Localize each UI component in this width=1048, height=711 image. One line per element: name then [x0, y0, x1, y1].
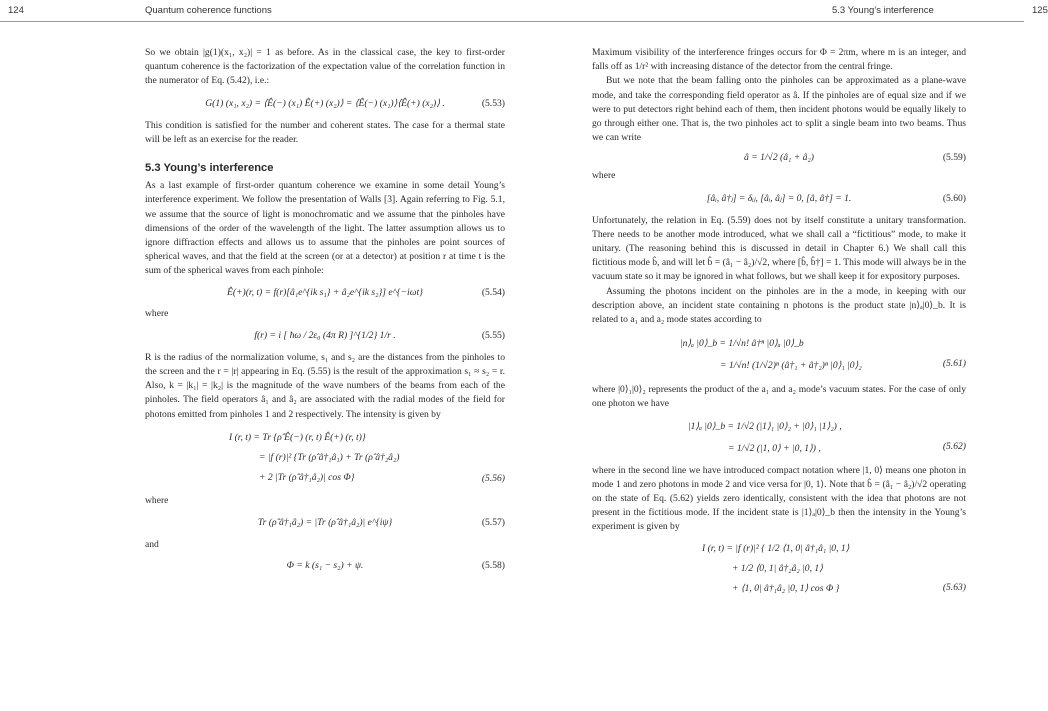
- paragraph: R is the radius of the normalization volume, s₁ and s₂ are the distances from the pinholes to the screen and the r = |r| appearing in Eq. (5.55) is the result of the approximation s₁ ≈ s₂ = r. Also, k = |k₁| = |k₂| is the magnitude of the wave numbers of the beams from each of the pinholes. The field operators â₁ and â₂ are associated with the radial modes of the field for photons emitted from pinholes 1 and 2 respectively. The intensity is given by: [145, 351, 505, 420]
- equation-line: I (r, t) = Tr {ρ̂ Ê(−) (r, t) Ê(+) (r, t)}: [229, 431, 366, 443]
- equation-body: G(1) (x₁, x₂) = ⟨Ê(−) (x₁) Ê(+) (x₂)⟩ = ⟨Ê(−) (x₁)⟩⟨Ê(+) (x₂)⟩ .: [205, 97, 445, 109]
- paragraph: where |0⟩₁|0⟩₂ represents the product of the a₁ and a₂ mode’s vacuum states. For the case of only one photon we have: [592, 384, 966, 410]
- equation-body: [âᵢ, â†ⱼ] = δᵢⱼ, [âᵢ, âⱼ] = 0, [â, â†] = 1.: [706, 192, 852, 204]
- equation-number: (5.58): [481, 560, 505, 572]
- equation-5-62: [592, 416, 966, 460]
- equation-number: (5.55): [481, 329, 505, 341]
- equation-number: (5.53): [481, 97, 505, 109]
- equation-5-61: [592, 333, 966, 379]
- right-column: [592, 46, 966, 599]
- equation-number: (5.60): [942, 192, 966, 204]
- right-page: [512, 0, 1048, 711]
- header-rule: [512, 21, 1024, 22]
- where-label: where: [145, 307, 169, 319]
- equation-5-63: [592, 539, 966, 599]
- equation-line: |1⟩ₐ |0⟩_b = 1/√2 (|1⟩₁ |0⟩₂ + |0⟩₁ |1⟩₂) ,: [688, 420, 842, 432]
- equation-line: = 1/√n! (1/√2)ⁿ (â†₁ + â†₂)ⁿ |0⟩₁ |0⟩₂: [720, 360, 862, 372]
- page-number: 124: [8, 5, 24, 16]
- paragraph: Assuming the photons incident on the pinholes are in the a mode, in keeping with our description above, an incident state containing n photons is the product state |n⟩ₐ|0⟩_b. It is related to a₁ and a₂ mode states according to: [592, 285, 966, 326]
- equation-number: (5.59): [942, 152, 966, 164]
- equation-5-53: [145, 95, 505, 113]
- paragraph: Unfortunately, the relation in Eq. (5.59) does not by itself constitute a unitary transformation. There needs to be another mode introduced, what we shall call a “fictitious” mode, to make it unitary. (The reasoning behind this is discussed in detail in Chapter 6.) We shall call this fictitious mode b̂, and will let b̂ = (â₁ − â₂)/√2, where [b̂, b̂†] = 1. This mode will always be in the vacuum state so it may be ignored in what follows, but we shall keep it for expository purposes.: [592, 214, 966, 283]
- page-number: 125: [1032, 5, 1048, 16]
- running-head: Quantum coherence functions: [145, 5, 272, 16]
- equation-line: + 1/2 ⟨0, 1| â†₂â₂ |0, 1⟩: [732, 562, 823, 574]
- equation-body: Ê(+)(r, t) = f(r)[â₁e^{ik s₁} + â₂e^{ik s₂}] e^{−iωt}: [226, 286, 423, 298]
- equation-5-56: [145, 428, 505, 492]
- equation-body: f(r) = i [ ħω / 2ε₀ (4π R) ]^{1/2} 1/r .: [254, 329, 396, 341]
- equation-number: (5.54): [481, 286, 505, 298]
- equation-5-60: [592, 190, 966, 208]
- left-column: [145, 46, 505, 574]
- paragraph: So we obtain |g(1)(x₁, x₂)| = 1 as before. As in the classical case, the key to first-order quantum coherence is the factorization of the expectation value of the correlation function in the numerator of Eq. (5.42), i.e.:: [145, 47, 505, 87]
- where-label: where: [592, 170, 616, 182]
- equation-line: = |f (r)|² {Tr (ρ̂ â†₁â₁) + Tr (ρ̂ â†₂â₂): [259, 451, 400, 463]
- equation-5-58: [145, 558, 505, 574]
- equation-line: + ⟨1, 0| â†₁â₂ |0, 1⟩ cos Φ }: [732, 582, 840, 594]
- paragraph: But we note that the beam falling onto the pinholes can be approximated as a plane-wave mode, and take the corresponding field operator as â. If the pinholes are of equal size and if we were to put detectors right behind each of them, then incident photons would be equally likely to go through either one. That is, the two pinholes act to split a single beam into two beams. Thus we can write: [592, 75, 966, 144]
- equation-5-57: [145, 514, 505, 532]
- paragraph: As a last example of first-order quantum coherence we examine in some detail Young’s interference experiment. We follow the presentation of Walls [3]. Again referring to Fig. 5.1, we assume that the source of light is monochromatic and we assume that the pinholes have dimensions of the order of the wavelength of the light. The latter assumption allows us to ignore diffraction effects and allows us to assume that the pinholes are point sources of spherical waves, and that the field at the screen (or at a detector) at position r at time t is the sum of the spherical waves from each pinhole:: [145, 180, 505, 277]
- equation-body: Tr (ρ̂ â†₁â₂) = |Tr (ρ̂ â†₁â₂)| e^{iψ}: [257, 517, 393, 529]
- equation-body: Φ = k (s₁ − s₂) + ψ.: [286, 560, 364, 572]
- equation-number: (5.62): [942, 440, 966, 452]
- equation-line: I (r, t) = |f (r)|² { 1/2 ⟨1, 0| â†₁â₁ |0, 1⟩: [702, 542, 850, 554]
- running-head: 5.3 Young’s interference: [832, 5, 934, 16]
- section-heading: 5.3 Young’s interference: [145, 162, 274, 175]
- equation-line: = 1/√2 (|1, 0⟩ + |0, 1⟩) ,: [728, 442, 821, 454]
- equation-5-54: [145, 285, 505, 301]
- equation-body: â = 1/√2 (â₁ + â₂): [744, 152, 814, 164]
- equation-number: (5.63): [942, 581, 966, 593]
- equation-line: |n⟩ₐ |0⟩_b = 1/√n! â†ⁿ |0⟩ₐ |0⟩_b: [680, 338, 804, 350]
- paragraph: Maximum visibility of the interference fringes occurs for Φ = 2πm, where m is an integer, and falls off as 1/r² with increasing distance of the detector from the central fringe.: [592, 47, 966, 73]
- equation-number: (5.56): [481, 472, 505, 484]
- equation-line: + 2 |Tr (ρ̂ â†₁â₂)| cos Φ}: [259, 471, 355, 483]
- paragraph: This condition is satisfied for the number and coherent states. The case for a thermal state will be left as an exercise for the reader.: [145, 119, 505, 145]
- equation-5-55: [145, 325, 505, 347]
- equation-number: (5.61): [942, 358, 966, 370]
- paragraph: where in the second line we have introduced compact notation where |1, 0⟩ means one photon in mode 1 and zero photons in mode 2 and vice versa for |0, 1⟩. Note that b̂ = (â₁ − â₂)/√2 operating on the state of Eq. (5.62) yields zero identically, consistent with the idea that photons are not present in the fictitious mode. If the incident state is |1⟩ₐ|0⟩_b then the intensity in the Young’s experiment is given by: [592, 464, 966, 533]
- equation-number: (5.57): [481, 517, 505, 529]
- and-label: and: [145, 539, 159, 551]
- where-label: where: [145, 494, 169, 506]
- equation-5-59: [592, 149, 966, 167]
- header-rule: [0, 21, 512, 22]
- left-page: [0, 0, 512, 711]
